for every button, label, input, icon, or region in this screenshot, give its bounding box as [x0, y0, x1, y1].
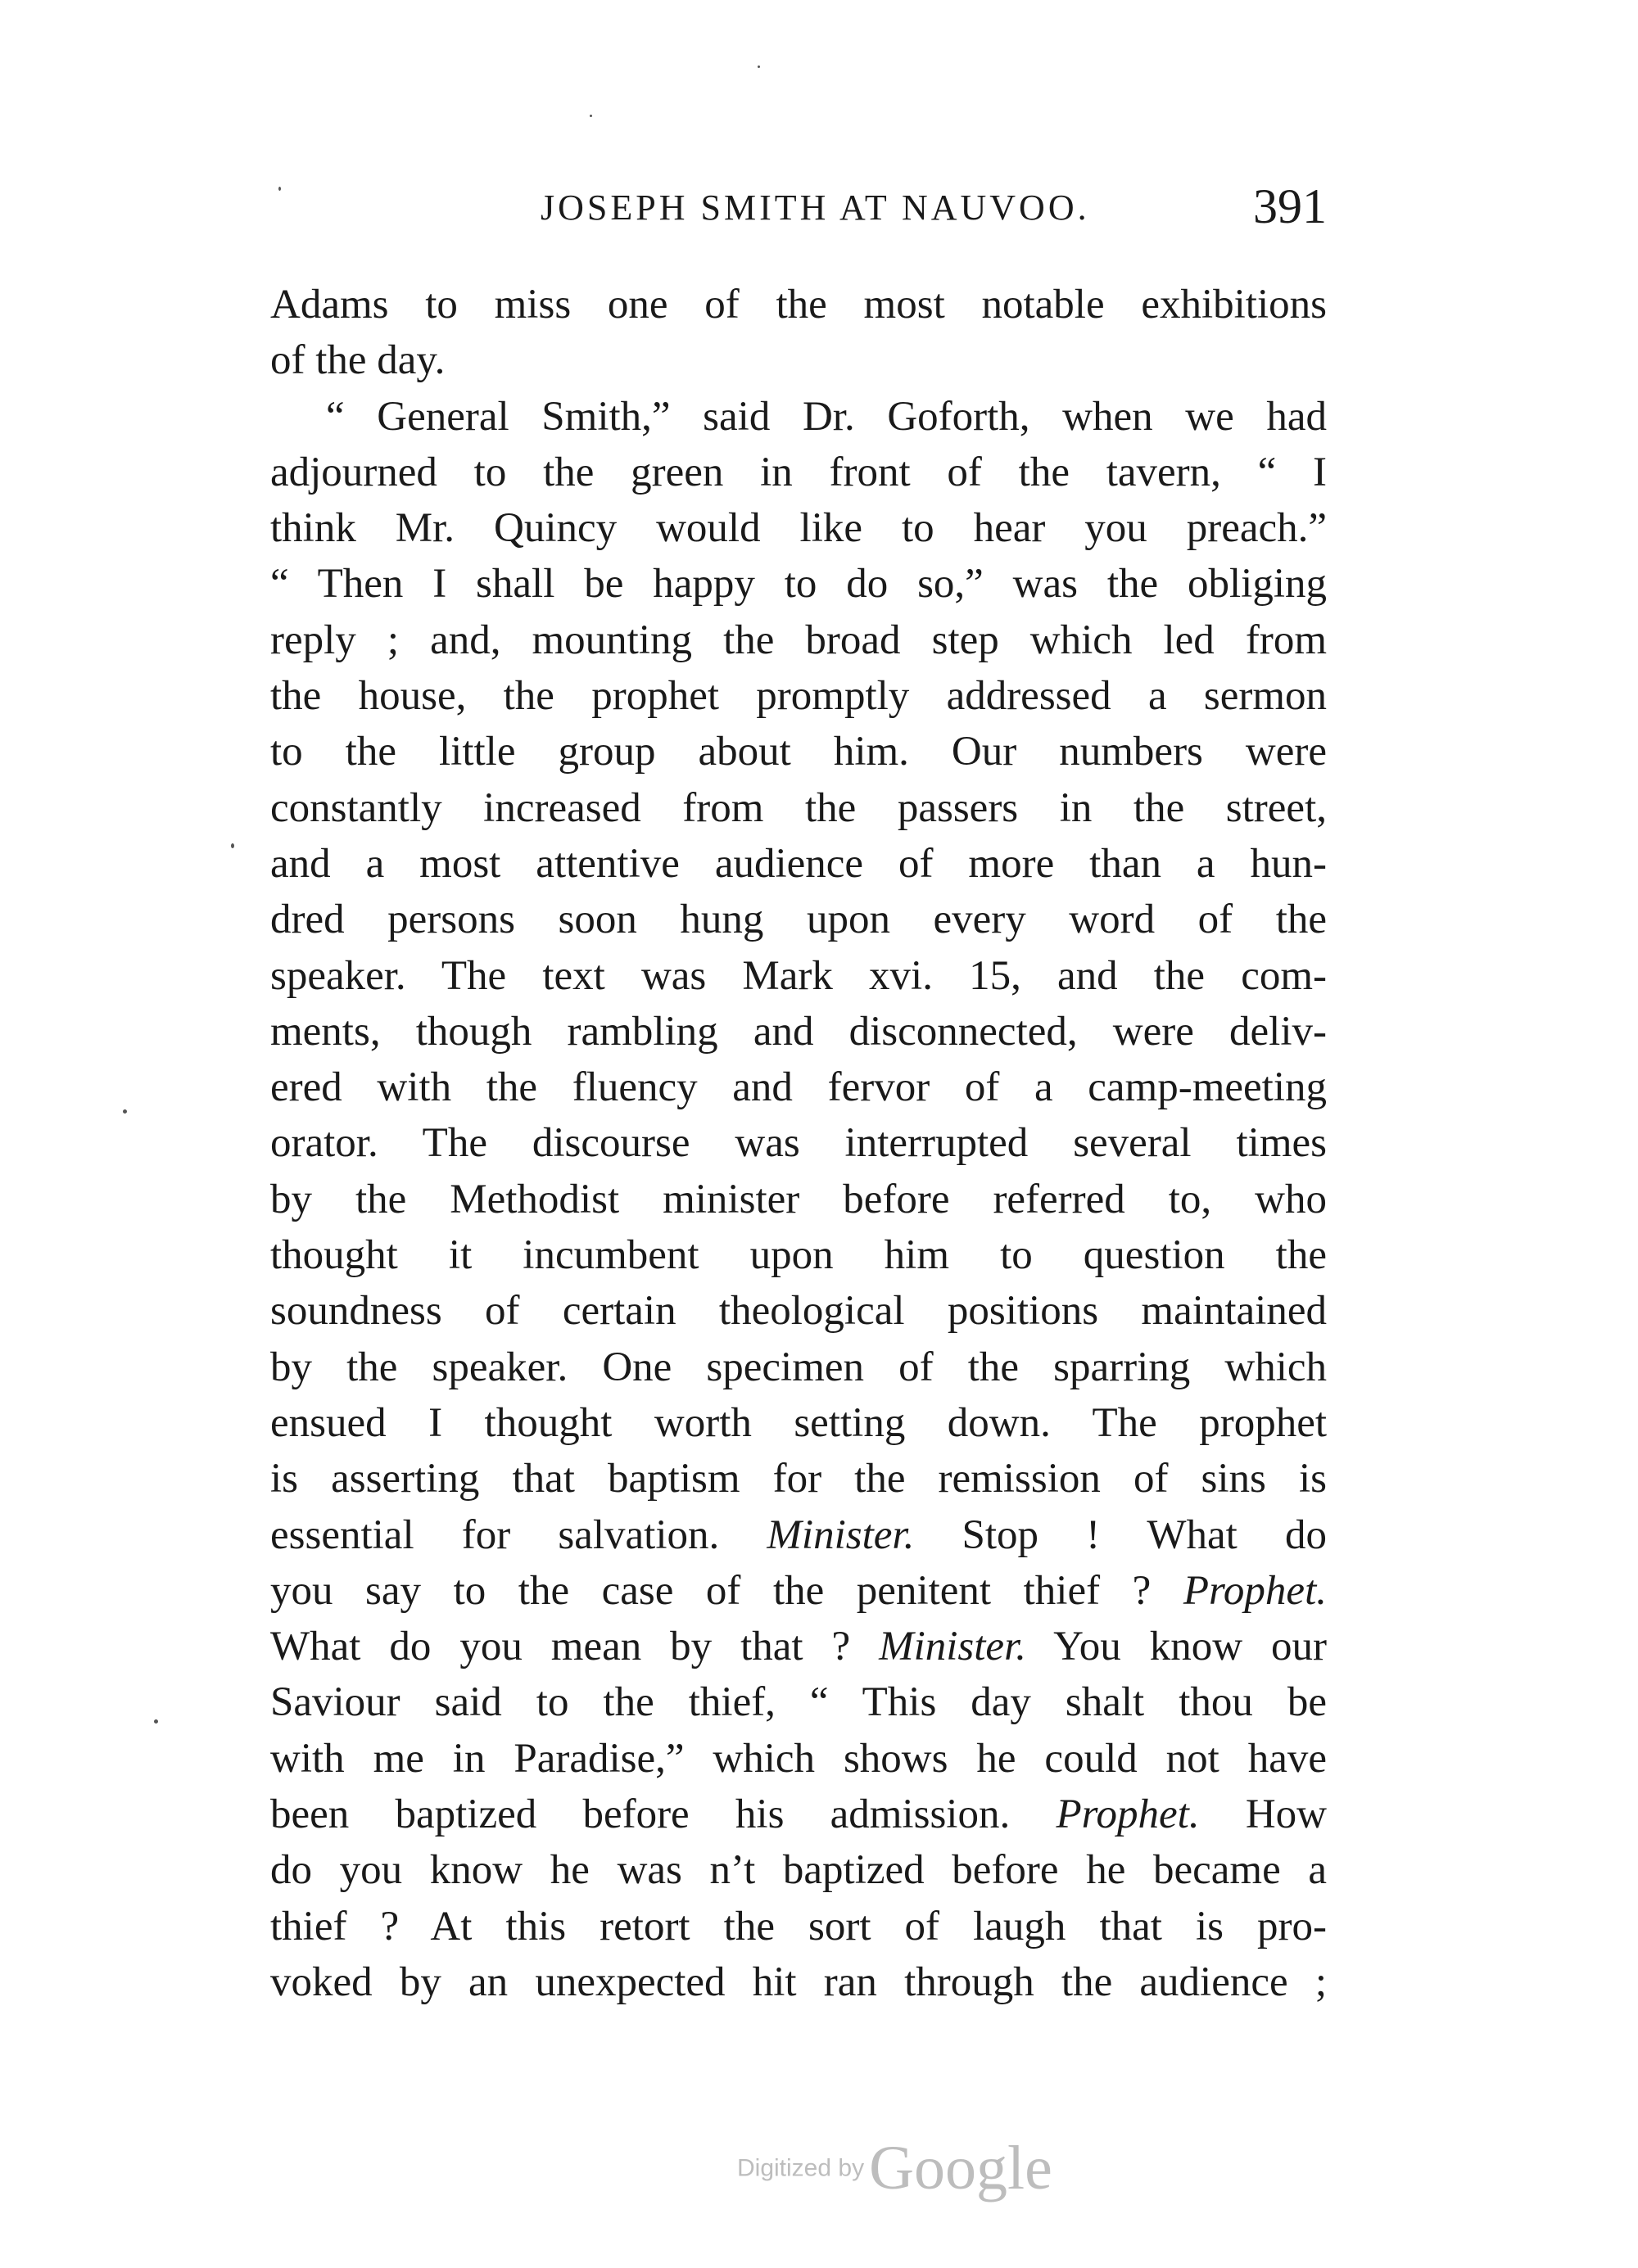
text-line — [270, 1563, 1327, 1619]
text-line: adjourned to the green in front of the tavern, “ I — [270, 449, 1327, 495]
text-run: Stop ! What do — [914, 1511, 1327, 1558]
speaker-label: Prophet. — [1183, 1567, 1327, 1614]
text-run: What do you mean by that ? — [270, 1624, 880, 1670]
text-line — [270, 1619, 1327, 1674]
text-line: by the Methodist minister before referred to, who — [270, 1176, 1327, 1222]
text-line: constantly increased from the passers in the street, — [270, 784, 1327, 831]
text-line: with me in Paradise,” which shows he could not have — [270, 1735, 1327, 1782]
text-line: thief ? At this retort the sort of laugh that is pro- — [270, 1903, 1327, 1949]
text-line: thought it incumbent upon him to question the — [270, 1232, 1327, 1279]
page-header — [270, 178, 1327, 244]
text-line: ered with the fluency and fervor of a camp-meeting — [270, 1064, 1327, 1111]
running-head: JOSEPH SMITH AT NAUVOO. — [541, 187, 1090, 228]
scan-speck — [231, 843, 234, 848]
scan-speck — [758, 66, 760, 68]
scan-speck — [278, 187, 281, 191]
digitized-watermark — [737, 2133, 1052, 2204]
text-line — [270, 1507, 1327, 1563]
speaker-label: Minister. — [879, 1624, 1027, 1670]
text-line: ensued I thought worth setting down. The prophet — [270, 1399, 1327, 1446]
text-line: “ Then I shall be happy to do so,” was the obliging — [270, 561, 1327, 608]
text-line: the house, the prophet promptly addressed a sermon — [270, 673, 1327, 720]
text-line: soundness of certain theological positions maintained — [270, 1288, 1327, 1335]
text-line: speaker. The text was Mark xvi. 15, and the com- — [270, 952, 1327, 999]
text-run: You know our — [1026, 1624, 1327, 1670]
text-line: “ General Smith,” said Dr. Goforth, when we had — [326, 393, 1327, 440]
scan-speck — [590, 115, 592, 117]
text-run: you say to the case of the penitent thief ? — [270, 1567, 1183, 1614]
text-line: voked by an unexpected hit ran through the audience ; — [270, 1959, 1327, 2005]
text-line: is asserting that baptism for the remission of sins is — [270, 1456, 1327, 1502]
text-line: to the little group about him. Our numbers were — [270, 729, 1327, 775]
text-line: dred persons soon hung upon every word of the — [270, 897, 1327, 943]
google-logo: Google — [869, 2134, 1052, 2202]
page-number: 391 — [1253, 179, 1327, 233]
text-line: ments, though rambling and disconnected, were deliv- — [270, 1008, 1327, 1055]
text-line: do you know he was n’t baptized before he became a — [270, 1847, 1327, 1894]
text-run: How — [1199, 1791, 1327, 1838]
speaker-label: Prophet. — [1056, 1791, 1200, 1838]
text-line — [270, 1787, 1327, 1842]
text-line: Adams to miss one of the most notable exhibitions — [270, 282, 1327, 328]
scan-speck — [154, 1719, 158, 1724]
text-line: Saviour said to the thief, “ This day shalt thou be — [270, 1679, 1327, 1726]
text-line: of the day. — [270, 337, 446, 384]
text-line: by the speaker. One specimen of the sparring which — [270, 1344, 1327, 1390]
text-line: reply ; and, mounting the broad step which led from — [270, 617, 1327, 663]
text-run: been baptized before his admission. — [270, 1791, 1057, 1838]
speaker-label: Minister. — [767, 1511, 915, 1558]
text-run: essential for salvation. — [270, 1511, 767, 1558]
digitized-by-label: Digitized by — [737, 2154, 865, 2182]
text-line: think Mr. Quincy would like to hear you preach.” — [270, 505, 1327, 552]
text-line: orator. The discourse was interrupted several times — [270, 1120, 1327, 1167]
body-text — [270, 277, 1327, 2010]
text-line: and a most attentive audience of more than a hun- — [270, 840, 1327, 887]
scan-speck — [123, 1109, 127, 1114]
